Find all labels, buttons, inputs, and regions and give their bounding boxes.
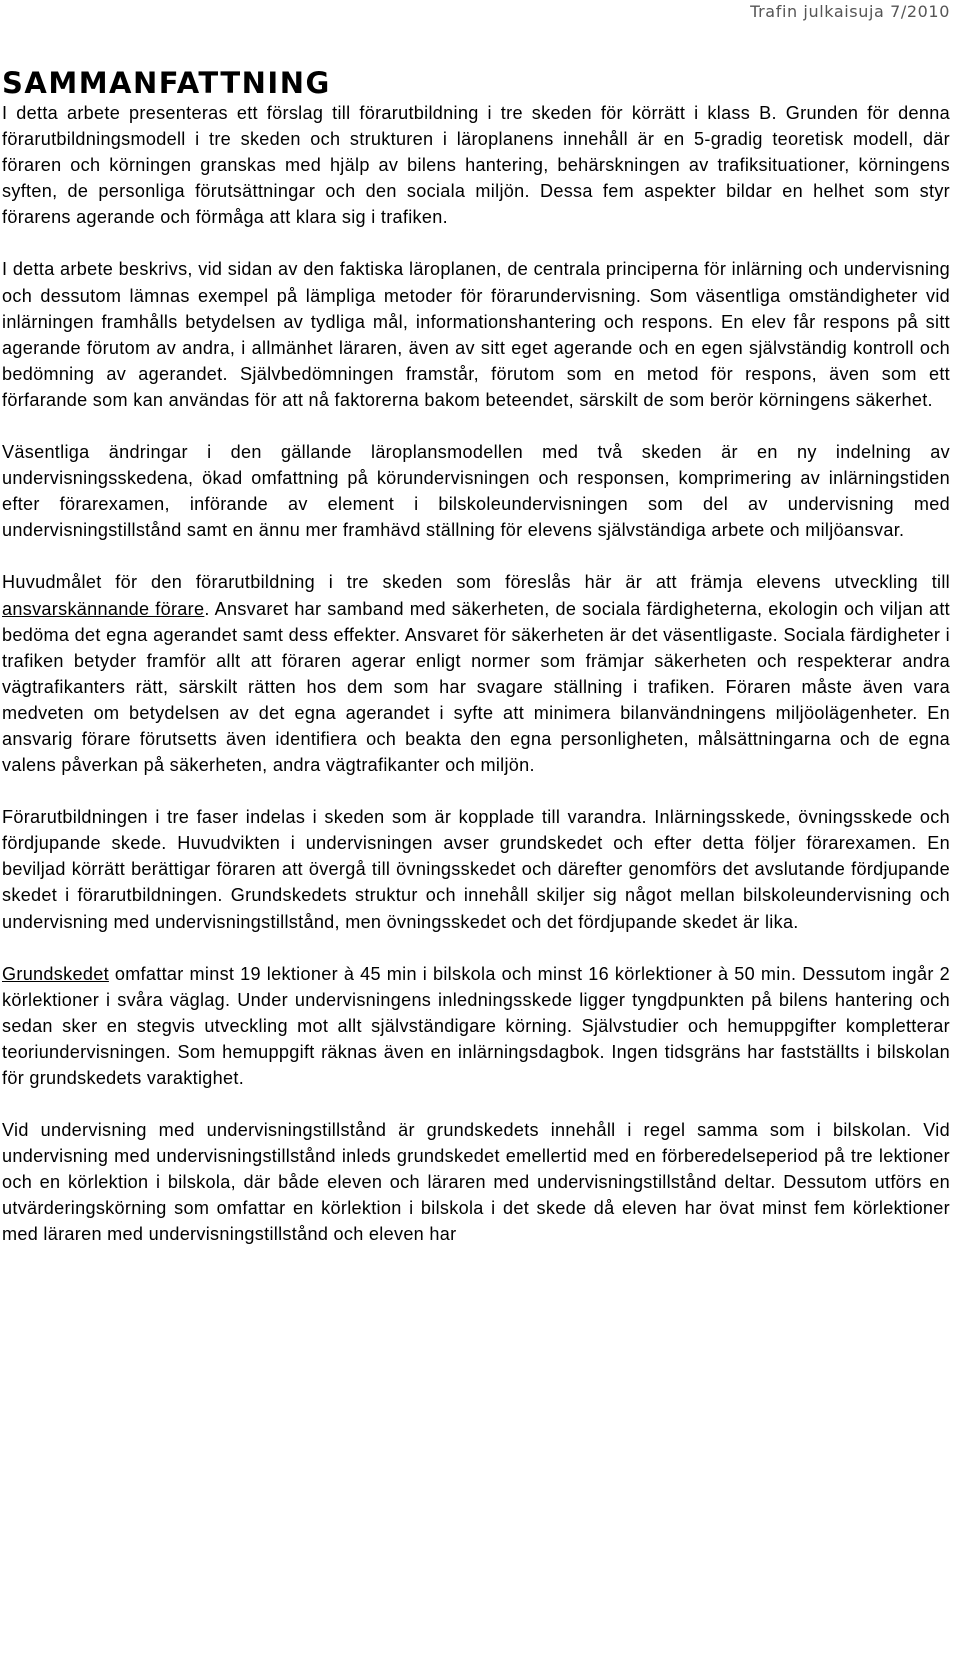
running-header: Trafin julkaisuja 7/2010 <box>750 2 950 21</box>
paragraph-2: I detta arbete beskrivs, vid sidan av den faktiska läroplanen, de centrala principerna för inlärning och undervisning och dessutom lämnas exempel på lämpliga metoder för förarundervisning. Som väsentliga omständigheter vid inlärningen framhålls betydelsen av tydliga mål, informationshantering och respons. En elev får respons på sitt agerande förutom av andra, i allmänhet läraren, även av sitt eget agerande och en egen självständig kontroll och bedömning av agerandet. Självbedömningen framstår, förutom som en metod för respons, även som ett förfarande som kan användas för att nå faktorerna bakom beteendet, särskilt de som berör körningens säkerhet. <box>2 259 950 410</box>
paragraph-4-text-end: . Ansvaret har samband med säkerheten, de sociala färdigheterna, ekologin och viljan att bedöma det egna agerandet samt dess effekter. Ansvaret för säkerheten är det väsentligaste. Sociala färdigheter i trafiken betyder framför allt att föraren agerar enligt normer som främjar säkerheten och respekterar andra vägtrafikanters rätt, särskilt rätten hos dem som har svagare ställning i trafiken. Föraren måste även vara medveten om betydelsen av det egna agerandet i syfte att minimera bilanvändningens miljöolägenheter. En ansvarig förare förutsetts även identifiera och beakta den egna personligheten, målsättningarna och de egna valens påverkan på säkerheten, andra vägtrafikanter och miljön. <box>2 598 950 776</box>
paragraph-6 <box>2 961 950 1091</box>
paragraph-6-text: omfattar minst 19 lektioner à 45 min i bilskola och minst 16 körlektioner à 50 min. Dessutom ingår 2 körlektioner i svåra väglag. Under undervisningens inledningsskede ligger tyngdpunkten på bilens hantering och sedan sker en stegvis utveckling mot allt självständigare körning. Självstudier och hemuppgifter kompletterar teoriundervisningen. Som hemuppgift räknas även en inlärningsdagbok. Ingen tidsgräns har fastställts i bilskolan för grundskedets varaktighet. <box>2 963 950 1088</box>
underlined-term-responsible-driver: ansvarskännande förare <box>2 598 205 619</box>
paragraph-7: Vid undervisning med undervisningstillstånd är grundskedets innehåll i regel samma som i bilskolan. Vid undervisning med undervisningstillstånd inleds grundskedet emellertid med en förberedelseperiod på tre lektioner och en körlektion i bilskola, där både eleven och läraren med undervisningstillstånd deltar. Dessutom utförs en utvärderingskörning som omfattar en körlektion i bilskola i det skede då eleven har övat minst fem körlektioner med läraren med undervisningstillstånd och eleven har <box>2 1120 950 1245</box>
paragraph-3: Väsentliga ändringar i den gällande läroplansmodellen med två skeden är en ny indelning av undervisningsskedena, ökad omfattning på körundervisningen och responsen, komprimering av inlärningstiden efter förarexamen, införande av element i bilskoleundervisningen som del av undervisning med undervisningstillstånd samt en ännu mer framhävd ställning för elevens självständiga arbete och miljöansvar. <box>2 442 950 541</box>
paragraph-4 <box>2 569 950 778</box>
paragraph-5: Förarutbildningen i tre faser indelas i skeden som är kopplade till varandra. Inlärningsskede, övningsskede och fördjupande skede. Huvudvikten i undervisningen avser grundskedet och efter detta följer förarexamen. En beviljad körrätt berättigar föraren att övergå till övningsskedet och därefter genomförs det avslutande fördjupande skedet i förarutbildningen. Grundskedets struktur och innehåll skiljer sig något mellan bilskoleundervisning och undervisning med undervisningstillstånd, men övningsskedet och det fördjupande skedet är lika. <box>2 807 950 932</box>
paragraph-4-text-start: Huvudmålet för den förarutbildning i tre skeden som föreslås här är att främja elevens utveckling till <box>2 572 950 593</box>
section-heading: SAMMANFATTNING <box>2 66 331 100</box>
paragraph-1: I detta arbete presenteras ett förslag till förarutbildning i tre skeden för körrätt i klass B. Grunden för denna förarutbildningsmodell i tre skeden och strukturen i läroplanens innehåll är en 5-gradig teoretisk modell, där föraren och körningen granskas med hjälp av bilens hantering, behärskningen av trafiksituationer, körningens syften, de personliga förutsättningar och den sociala miljön. Dessa fem aspekter bildar en helhet som styr förarens agerande och förmåga att klara sig i trafiken. <box>2 103 950 228</box>
underlined-term-basic-stage: Grundskedet <box>2 963 109 984</box>
document-body <box>2 100 950 1274</box>
